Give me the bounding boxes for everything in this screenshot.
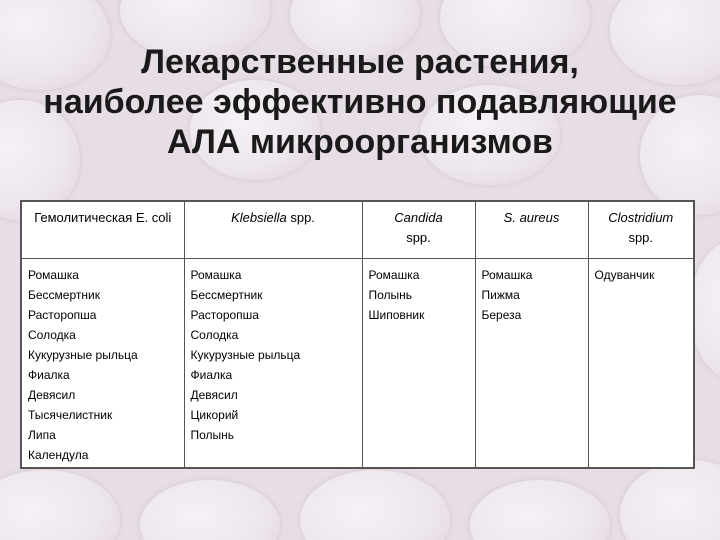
- list-item: Расторопша: [28, 308, 97, 322]
- list-item: Береза: [481, 308, 522, 322]
- column-header-5: [588, 201, 694, 259]
- column-header-italic: Klebsiella: [231, 210, 287, 225]
- plants-table: [20, 200, 695, 469]
- column-cell-3: [362, 259, 475, 469]
- list-item: Солодка: [28, 328, 76, 342]
- list-item: Фиалка: [28, 368, 70, 382]
- list-item: Ромашка: [481, 268, 533, 282]
- list-item: Бессмертник: [190, 288, 263, 302]
- list-item: Девясил: [28, 388, 76, 402]
- column-cell-1: [21, 259, 184, 469]
- column-header-italic: S. aureus: [503, 210, 560, 225]
- list-item: Ромашка: [368, 268, 420, 282]
- list-item: Кукурузные рыльца: [28, 348, 138, 362]
- list-item: Липа: [28, 428, 56, 442]
- list-item: Цикорий: [190, 408, 239, 422]
- column-header-text: spp.: [286, 210, 315, 225]
- column-header-3: [362, 201, 475, 259]
- title-line-2: наиболее эффективно подавляющие: [43, 83, 677, 121]
- list-item: Ромашка: [28, 268, 79, 282]
- page-title: [0, 42, 720, 162]
- list-item: Фиалка: [190, 368, 233, 382]
- column-header-text: spp.: [406, 230, 431, 245]
- list-item: Тысячелистник: [28, 408, 113, 422]
- column-cell-5: [588, 259, 694, 469]
- column-header-italic: Clostridium: [608, 210, 674, 225]
- list-item: Солодка: [190, 328, 239, 342]
- column-header-2: [184, 201, 362, 259]
- list-item: Ромашка: [190, 268, 242, 282]
- column-header-text: spp.: [628, 230, 654, 245]
- list-item: Бессмертник: [28, 288, 100, 302]
- title-line-3: АЛА микроорганизмов: [167, 123, 553, 161]
- column-header-4: [475, 201, 588, 259]
- list-item: Кукурузные рыльца: [190, 348, 301, 362]
- list-item: Одуванчик: [594, 268, 655, 282]
- column-header-1: [21, 201, 184, 259]
- list-item: Полынь: [190, 428, 235, 442]
- list-item: Календула: [28, 448, 89, 462]
- column-cell-2: [184, 259, 362, 469]
- list-item: Девясил: [190, 388, 238, 402]
- list-item: Шиповник: [368, 308, 425, 322]
- title-line-1: Лекарственные растения,: [141, 43, 579, 81]
- column-header-text: Гемолитическая E. coli: [34, 210, 172, 225]
- table-row: [21, 259, 694, 469]
- list-item: Расторопша: [190, 308, 259, 322]
- list-item: Полынь: [368, 288, 413, 302]
- column-header-italic: Candida: [394, 210, 443, 225]
- table-header-row: [21, 201, 694, 259]
- list-item: Пижма: [481, 288, 520, 302]
- column-cell-4: [475, 259, 588, 469]
